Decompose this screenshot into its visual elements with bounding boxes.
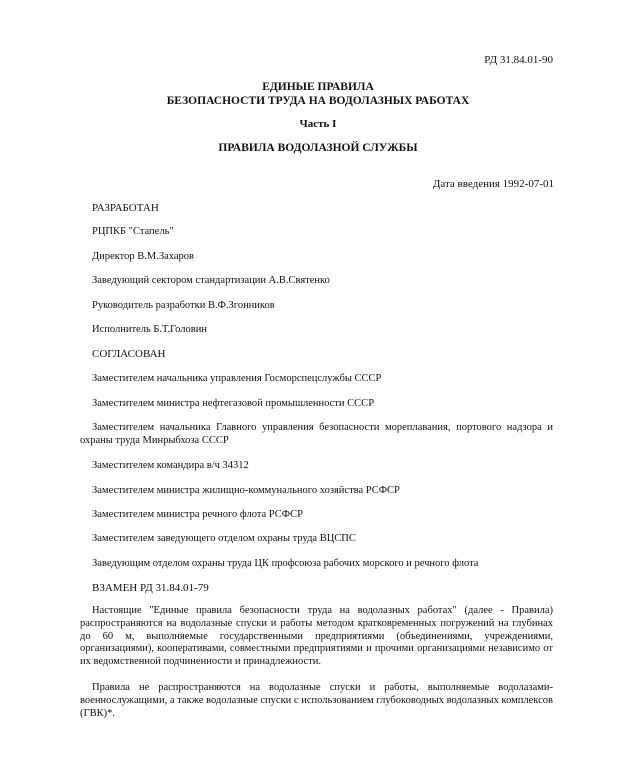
title-line-1: ЕДИНЫЕ ПРАВИЛА bbox=[262, 81, 374, 93]
part-label: Часть I bbox=[299, 118, 337, 130]
director: Директор В.М.Захаров bbox=[92, 251, 194, 262]
agreed-item: Заместителем министра нефтегазовой промышленности СССР bbox=[92, 398, 375, 409]
agreed-item: Заведующим отделом охраны труда ЦК профсоюза рабочих морского и речного флота bbox=[92, 558, 479, 569]
agreed-item: Заместителем начальника управления Госморспецслужбы СССР bbox=[92, 373, 382, 384]
agreed-heading: СОГЛАСОВАН bbox=[92, 348, 166, 360]
agreed-item: Заместителем командира в/ч 34312 bbox=[92, 460, 249, 471]
developer-org: РЦПКБ "Стапель" bbox=[92, 226, 174, 237]
agreed-item: Заместителем заведующего отделом охраны труда ВЦСПС bbox=[92, 533, 356, 544]
document-code: РД 31.84.01-90 bbox=[484, 54, 553, 66]
development-lead: Руководитель разработки В.Ф.Згонников bbox=[92, 300, 275, 311]
introduction-date: Дата введения 1992-07-01 bbox=[432, 178, 554, 190]
replaces-note: ВЗАМЕН РД 31.84.01-79 bbox=[92, 582, 209, 594]
agreed-item: Заместителем начальника Главного управления безопасности мореплавания, портового надзора и охраны труда Минрыбхоза СССР bbox=[80, 422, 553, 446]
part-title: ПРАВИЛА ВОДОЛАЗНОЙ СЛУЖБЫ bbox=[218, 142, 418, 154]
body-paragraph-1: Настоящие "Единые правила безопасности труда на водолазных работах" (далее - Правила) распространяются на водолазные спуски и работы методом кратковременных погружений на глубинах до 60 м, выполняемые государственными предприятиями (объединениями, учреждениями, организациями), кооперативами, совместными предприятиями и прочими организациями независимо от их ведомственной подчиненности и принадлежности. bbox=[80, 605, 553, 668]
body-paragraph-2: Правила не распространяются на водолазные спуски и работы, выполняемые водолазами-военнослужащими, а также водолазные спуски с использованием глубоководных водолазных комплексов (ГВК)*. bbox=[80, 682, 553, 719]
sector-head: Заведующий сектором стандартизации А.В.Святенко bbox=[92, 275, 330, 286]
agreed-item: Заместителем министра жилищно-коммунального хозяйства РСФСР bbox=[92, 485, 400, 496]
executor: Исполнитель Б.Т.Головин bbox=[92, 324, 207, 335]
title-line-2: БЕЗОПАСНОСТИ ТРУДА НА ВОДОЛАЗНЫХ РАБОТАХ bbox=[166, 95, 470, 107]
agreed-item: Заместителем министра речного флота РСФСР bbox=[92, 509, 303, 520]
developed-heading: РАЗРАБОТАН bbox=[92, 202, 159, 214]
